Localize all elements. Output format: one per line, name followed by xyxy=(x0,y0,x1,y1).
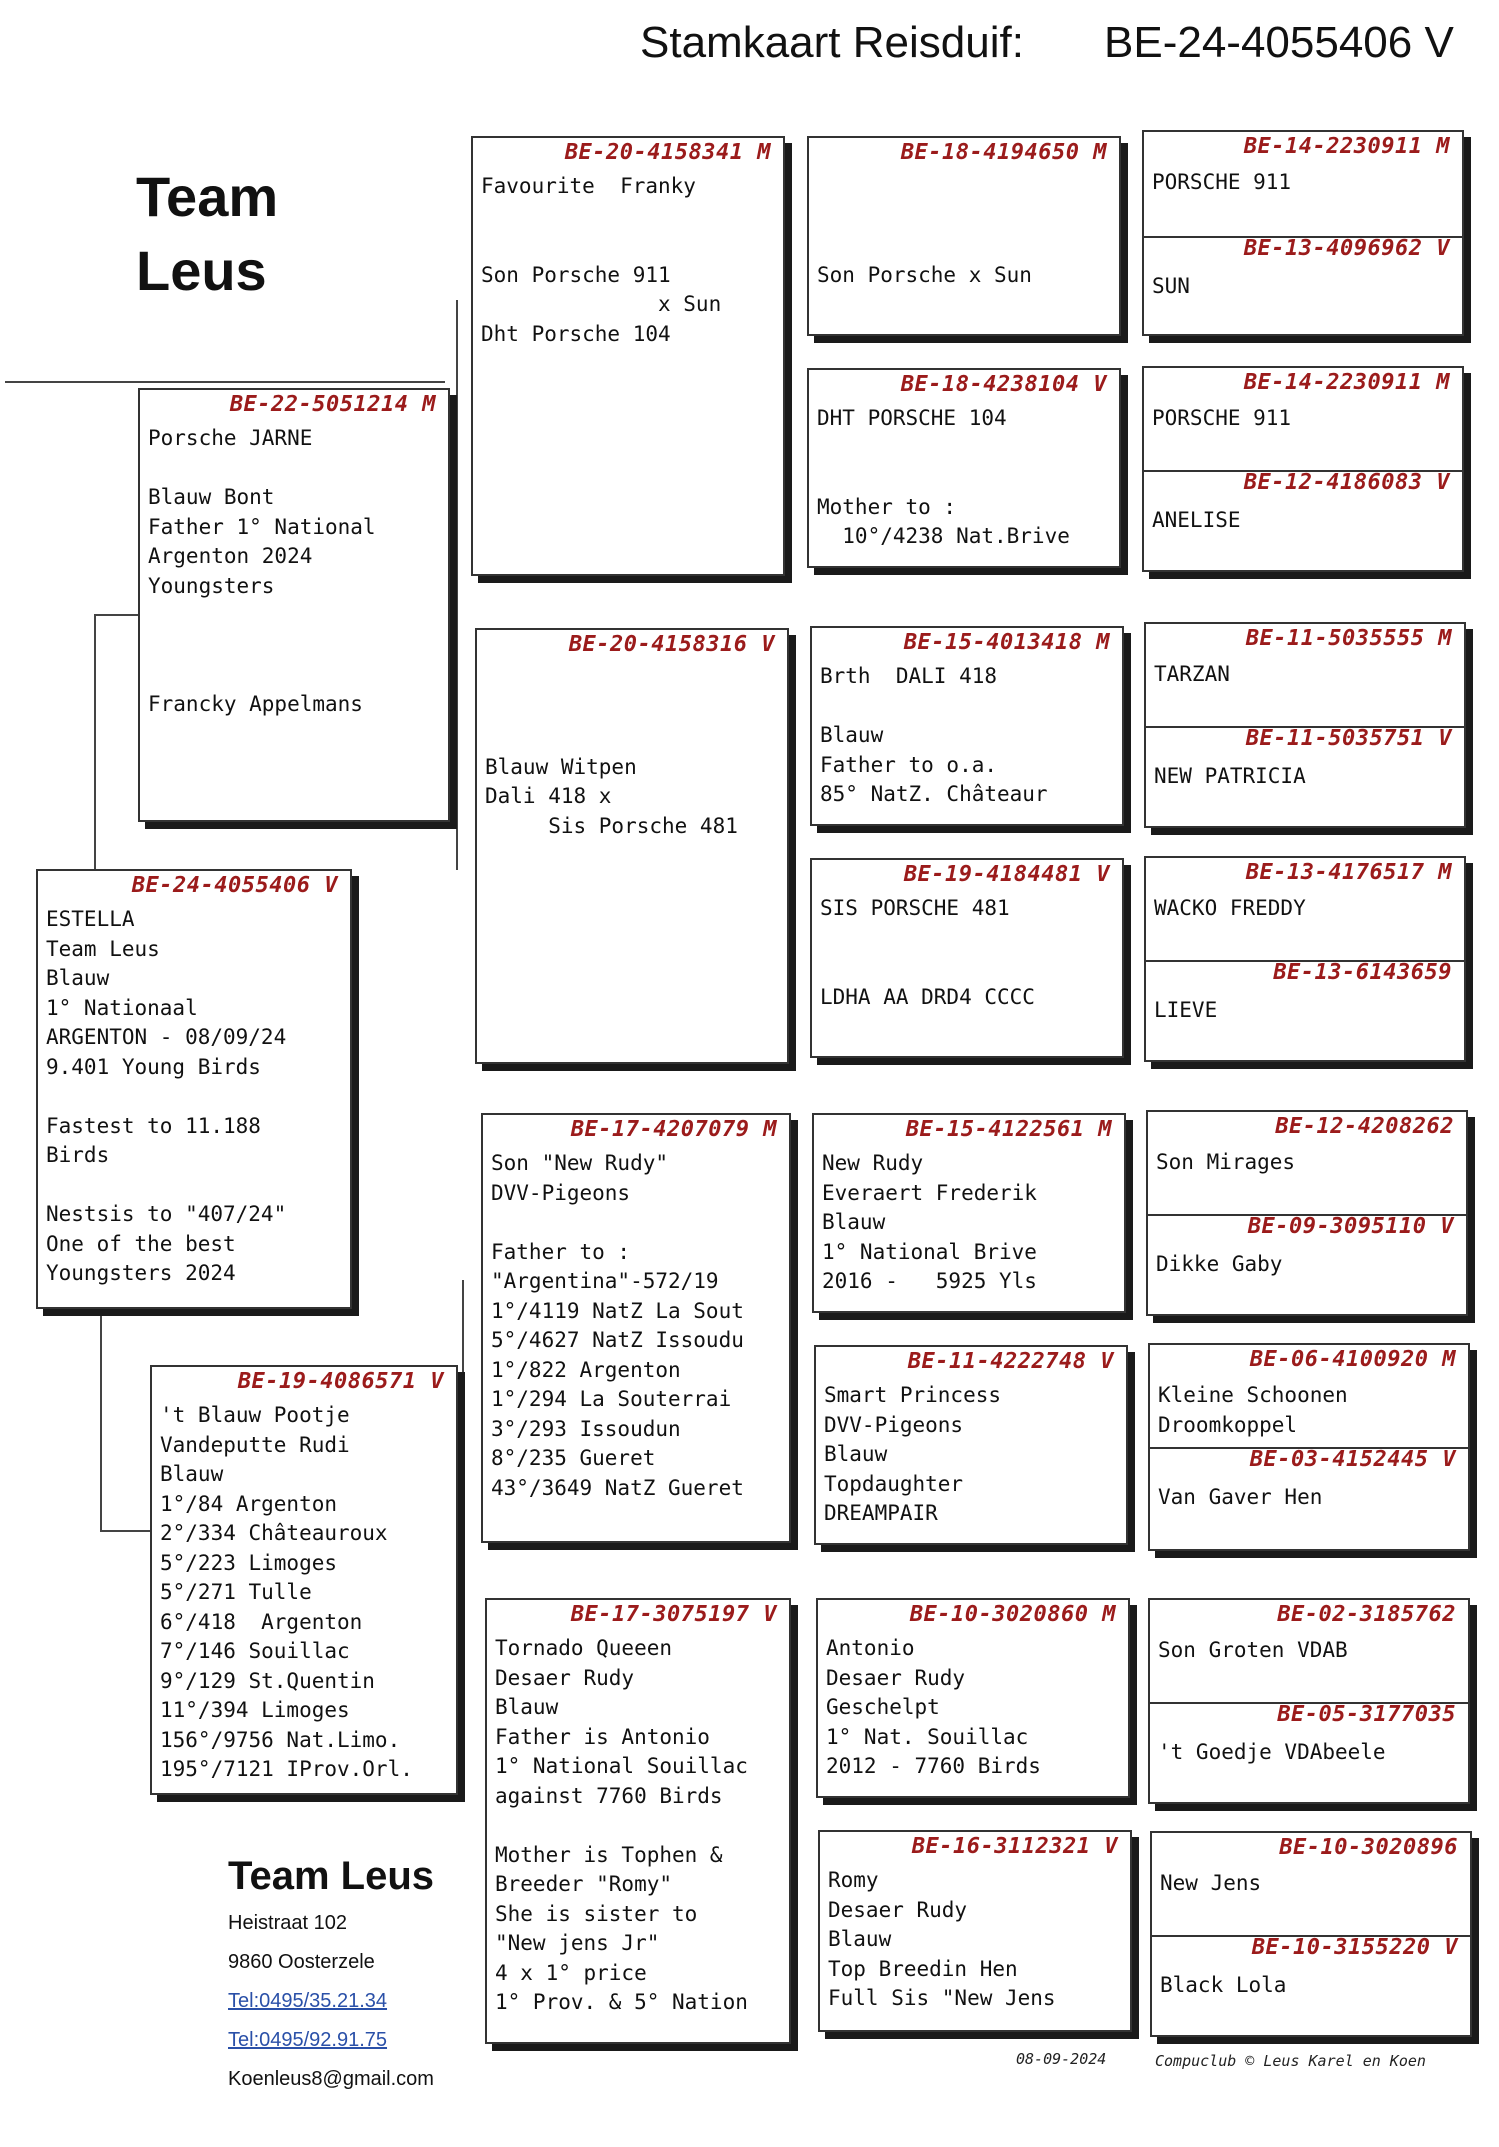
email-address[interactable]: Koenleus8@gmail.com xyxy=(228,2068,434,2090)
ring-number: BE-24-4055406 V xyxy=(131,873,338,898)
pigeon-details: Son "New Rudy" DVV-Pigeons Father to : "Argentina"-572/19 1°/4119 NatZ La Sout 5°/4627 NatZ Issoudu 1°/822 Argenton 1°/294 La Souterrai 3°/293 Issoudun 8°/235 Gueret 43°/3649 NatZ Gueret xyxy=(491,1151,744,1500)
ring-number: BE-20-4158341 M xyxy=(564,140,771,165)
pigeon-pair-card-4 xyxy=(1144,856,1466,1062)
top-rule xyxy=(5,381,445,383)
ring-number: BE-17-3075197 V xyxy=(570,1602,777,1627)
pigeon-card-ggp-1 xyxy=(807,136,1121,336)
ring-number: BE-15-4013418 M xyxy=(903,630,1110,655)
contact-team-name: Team Leus xyxy=(228,1854,434,1898)
pigeon-details-bottom: Black Lola xyxy=(1160,1973,1287,1997)
pigeon-card-mother xyxy=(150,1365,458,1795)
pigeon-details-top: New Jens xyxy=(1160,1871,1262,1895)
pigeon-details: Porsche JARNE Blauw Bont Father 1° National Argenton 2024 Youngsters Francky Appelmans xyxy=(148,426,376,716)
pigeon-card-ggp-5 xyxy=(812,1113,1126,1313)
pigeon-card-ggp-8 xyxy=(818,1830,1132,2032)
pigeon-pair-card-2 xyxy=(1142,366,1464,572)
ring-number-top: BE-12-4208262 xyxy=(1275,1114,1454,1139)
pigeon-pair-card-3 xyxy=(1144,622,1466,828)
pigeon-card-ggp-6 xyxy=(814,1345,1128,1545)
pigeon-card-ggp-4 xyxy=(810,858,1124,1058)
pigeon-details-bottom: LIEVE xyxy=(1154,998,1218,1022)
pigeon-pair-card-7 xyxy=(1148,1598,1470,1804)
ring-number-bottom: BE-13-4096962 V xyxy=(1243,236,1450,261)
ring-number-top: BE-06-4100920 M xyxy=(1249,1347,1456,1372)
pigeon-details: Smart Princess DVV-Pigeons Blauw Topdaughter DREAMPAIR xyxy=(824,1383,1002,1525)
ring-number-bottom: BE-09-3095110 V xyxy=(1247,1214,1454,1239)
ring-number-bottom: BE-13-6143659 xyxy=(1273,960,1452,985)
pigeon-details: Blauw Witpen Dali 418 x Sis Porsche 481 xyxy=(485,754,738,838)
pigeon-card-subject xyxy=(36,869,352,1309)
pigeon-details: 't Blauw Pootje Vandeputte Rudi Blauw 1°/84 Argenton 2°/334 Châteauroux 5°/223 Limoges 5°/271 Tulle 6°/418 Argenton 7°/146 Souillac 9°/129 St.Quentin 11°/394 Limoges 156°/9756 Nat.Limo. 195°/7121 IProv.Orl. xyxy=(160,1403,413,1781)
ring-number: BE-19-4086571 V xyxy=(237,1369,444,1394)
pigeon-details: Favourite Franky Son Porsche 911 x Sun Dht Porsche 104 xyxy=(481,174,722,346)
ring-number: BE-10-3020860 M xyxy=(909,1602,1116,1627)
ring-number: BE-22-5051214 M xyxy=(229,392,436,417)
pigeon-pair-card-6 xyxy=(1148,1343,1470,1551)
connector-father-h xyxy=(94,614,138,616)
pigeon-details-bottom: Dikke Gaby xyxy=(1156,1252,1283,1276)
pigeon-details: New Rudy Everaert Frederik Blauw 1° National Brive 2016 - 5925 Yls xyxy=(822,1151,1037,1293)
pigeon-pair-card-1 xyxy=(1142,130,1464,336)
pigeon-details-top: WACKO FREDDY xyxy=(1154,896,1306,920)
pigeon-details-bottom: SUN xyxy=(1152,274,1190,298)
pigeon-details: Brth DALI 418 Blauw Father to o.a. 85° NatZ. Châteaur xyxy=(820,664,1048,806)
ring-number: BE-19-4184481 V xyxy=(903,862,1110,887)
pigeon-card-ggp-7 xyxy=(816,1598,1130,1798)
ring-number: BE-20-4158316 V xyxy=(568,632,775,657)
ring-number: BE-11-4222748 V xyxy=(907,1349,1114,1374)
connector-subject-mother xyxy=(100,1302,102,1532)
pigeon-details-top: Kleine Schoonen Droomkoppel xyxy=(1158,1383,1348,1437)
ring-number-bottom: BE-03-4152445 V xyxy=(1249,1447,1456,1472)
pigeon-card-grandfather-maternal xyxy=(481,1113,791,1543)
pigeon-card-ggp-2 xyxy=(807,368,1121,568)
ring-number: BE-15-4122561 M xyxy=(905,1117,1112,1142)
ring-number-top: BE-10-3020896 xyxy=(1279,1835,1458,1860)
pigeon-details-bottom: 't Goedje VDAbeele xyxy=(1158,1740,1386,1764)
contact-city: 9860 Oosterzele xyxy=(228,1951,375,1973)
footer-credit: Compuclub © Leus Karel en Koen xyxy=(1155,2052,1426,2070)
pigeon-details-top: Son Groten VDAB xyxy=(1158,1638,1348,1662)
ring-number-bottom: BE-05-3177035 xyxy=(1277,1702,1456,1727)
page-title-label: Stamkaart Reisduif: xyxy=(640,18,1024,67)
pigeon-card-grandfather-paternal xyxy=(471,136,785,576)
connector-mother-gp xyxy=(462,1280,464,1730)
ring-number: BE-17-4207079 M xyxy=(570,1117,777,1142)
pigeon-card-grandmother-maternal xyxy=(485,1598,791,2044)
ring-number: BE-16-3112321 V xyxy=(911,1834,1118,1859)
pigeon-details: SIS PORSCHE 481 LDHA AA DRD4 CCCC xyxy=(820,896,1035,1009)
ring-number-top: BE-02-3185762 xyxy=(1277,1602,1456,1627)
pigeon-details: Antonio Desaer Rudy Geschelpt 1° Nat. Souillac 2012 - 7760 Birds xyxy=(826,1636,1041,1778)
pigeon-details: Son Porsche x Sun xyxy=(817,262,1032,287)
phone-link-2[interactable]: Tel:0495/92.91.75 xyxy=(228,2029,388,2051)
team-name-line1: Team xyxy=(136,165,279,228)
pigeon-details-top: PORSCHE 911 xyxy=(1152,170,1292,194)
ring-number-top: BE-14-2230911 M xyxy=(1243,134,1450,159)
ring-number-bottom: BE-11-5035751 V xyxy=(1245,726,1452,751)
ring-number: BE-18-4194650 M xyxy=(900,140,1107,165)
pigeon-card-grandmother-paternal xyxy=(475,628,789,1064)
pigeon-details: ESTELLA Team Leus Blauw 1° Nationaal ARGENTON - 08/09/24 9.401 Young Birds Fastest to 11.188 Birds Nestsis to "407/24" One of the best Youngsters 2024 xyxy=(46,907,287,1285)
pigeon-details-bottom: NEW PATRICIA xyxy=(1154,764,1306,788)
pigeon-details-bottom: ANELISE xyxy=(1152,508,1241,532)
pigeon-pair-card-8 xyxy=(1150,1831,1472,2037)
ring-number-bottom: BE-10-3155220 V xyxy=(1251,1935,1458,1960)
ring-number: BE-18-4238104 V xyxy=(900,372,1107,397)
ring-number-top: BE-14-2230911 M xyxy=(1243,370,1450,395)
ring-number-top: BE-13-4176517 M xyxy=(1245,860,1452,885)
pigeon-details-top: Son Mirages xyxy=(1156,1150,1296,1174)
connector-mother-h xyxy=(100,1530,150,1532)
pigeon-details-top: PORSCHE 911 xyxy=(1152,406,1292,430)
phone-link-1[interactable]: Tel:0495/35.21.34 xyxy=(228,1990,388,2012)
pigeon-details-bottom: Van Gaver Hen xyxy=(1158,1485,1323,1509)
ring-number-top: BE-11-5035555 M xyxy=(1245,626,1452,651)
pigeon-card-ggp-3 xyxy=(810,626,1124,826)
pigeon-details: DHT PORSCHE 104 Mother to : 10°/4238 Nat.Brive xyxy=(817,406,1070,548)
connector-father-gp xyxy=(456,300,458,870)
ring-number-bottom: BE-12-4186083 V xyxy=(1243,470,1450,495)
contact-street: Heistraat 102 xyxy=(228,1912,347,1934)
pigeon-details: Tornado Queeen Desaer Rudy Blauw Father is Antonio 1° National Souillac against 7760 Birds Mother is Tophen & Breeder "Romy" She is sister to "New jens Jr" 4 x 1° price 1° Prov. & 5° Nation xyxy=(495,1636,748,2014)
pigeon-card-father xyxy=(138,388,450,822)
pigeon-pair-card-5 xyxy=(1146,1110,1468,1316)
team-name xyxy=(136,160,278,308)
pigeon-details-top: TARZAN xyxy=(1154,662,1230,686)
page-title-ring: BE-24-4055406 V xyxy=(1104,18,1454,67)
footer-date: 08-09-2024 xyxy=(1016,2050,1107,2068)
pigeon-details: Romy Desaer Rudy Blauw Top Breedin Hen Full Sis "New Jens xyxy=(828,1868,1056,2010)
team-name-line2: Leus xyxy=(136,239,267,302)
connector-subject-father xyxy=(94,614,96,870)
contact-block xyxy=(228,1848,434,2099)
